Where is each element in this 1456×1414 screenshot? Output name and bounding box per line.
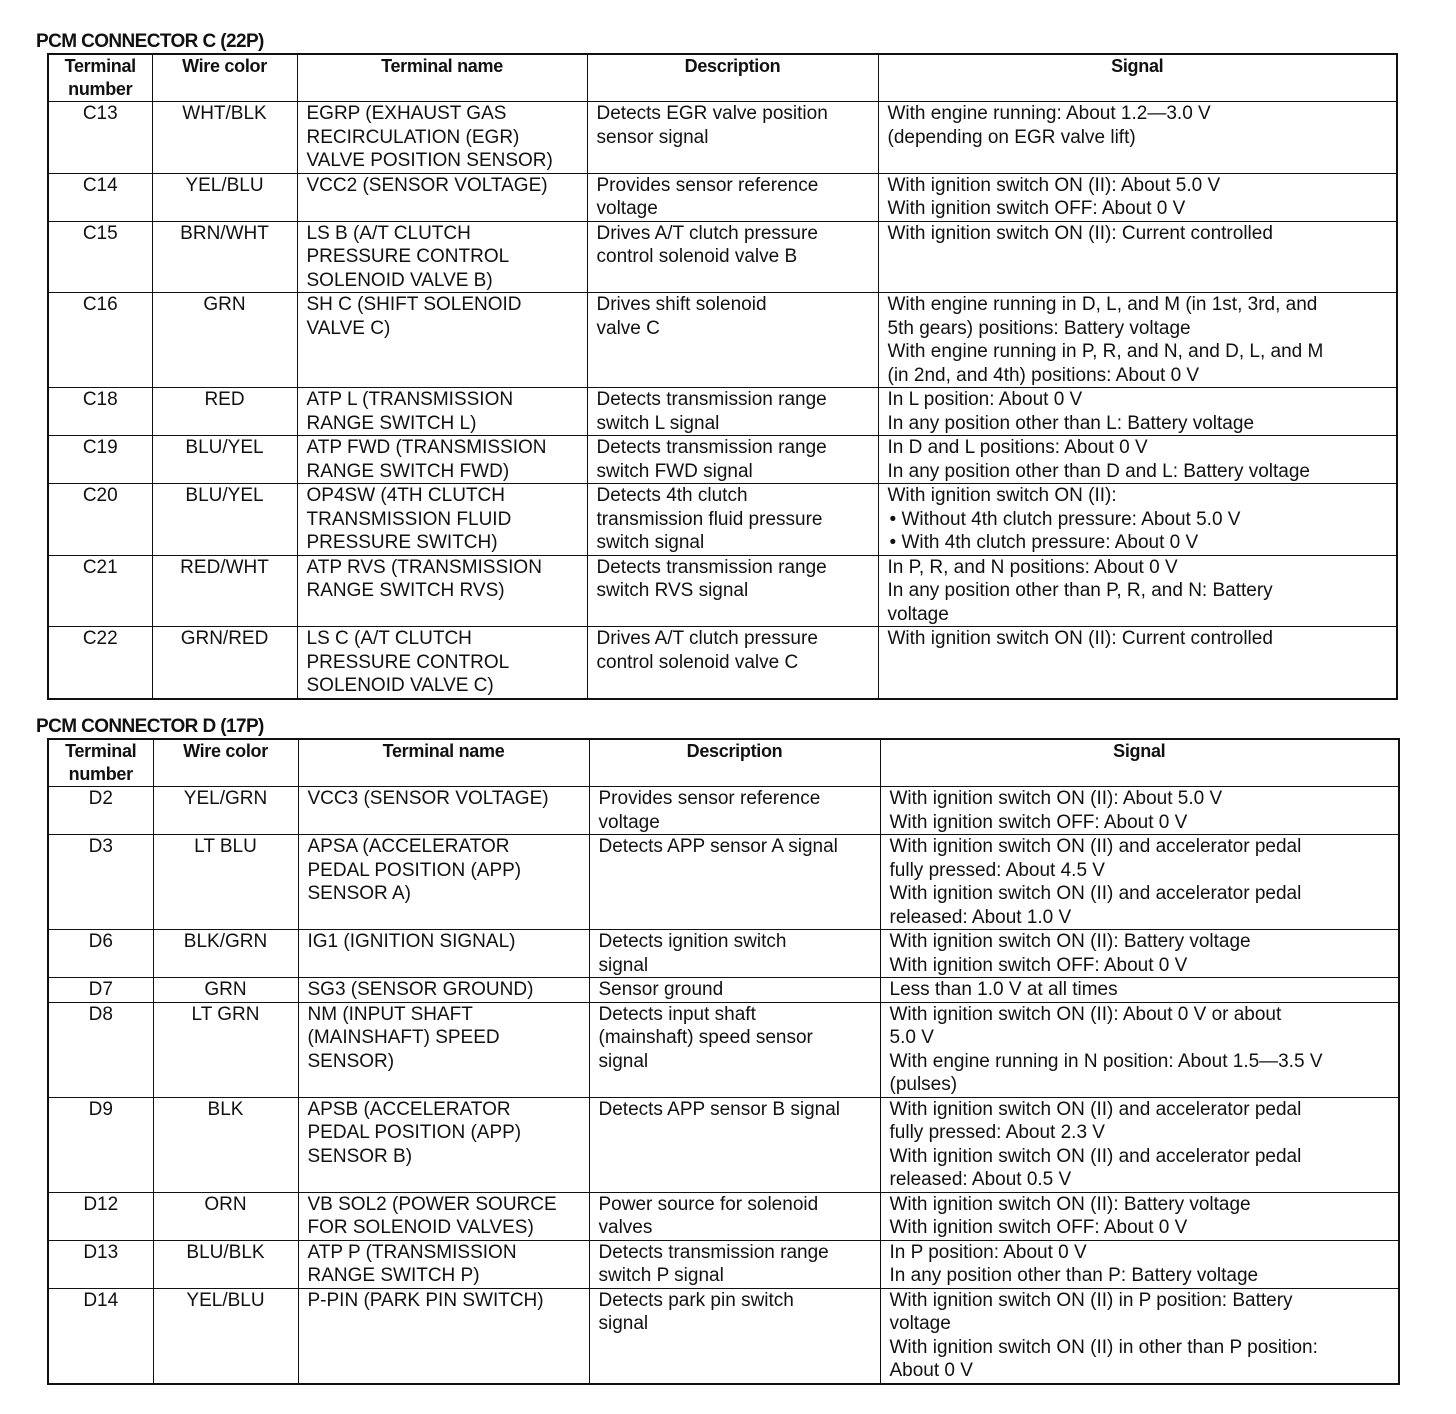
signal-header: Signal <box>878 54 1397 102</box>
signal-cell: In D and L positions: About 0 V In any position other than D and L: Battery voltage <box>878 436 1397 484</box>
connector-d-title: PCM CONNECTOR D (17P) <box>36 716 264 737</box>
signal-cell: Less than 1.0 V at all times <box>880 978 1399 1003</box>
wire-color-cell: BLU/YEL <box>152 436 297 484</box>
terminal-name-cell: P-PIN (PARK PIN SWITCH) <box>298 1288 589 1384</box>
terminal-number-cell: D2 <box>48 787 153 835</box>
terminal-name-header: Terminal name <box>297 54 587 102</box>
terminal-number-cell: D12 <box>48 1192 153 1240</box>
table-row <box>48 1097 1399 1192</box>
terminal-number-header: Terminal number <box>48 739 153 787</box>
wire-color-cell: BRN/WHT <box>152 221 297 293</box>
terminal-name-cell: EGRP (EXHAUST GAS RECIRCULATION (EGR) VALVE POSITION SENSOR) <box>297 102 587 174</box>
terminal-number-cell: C15 <box>48 221 152 293</box>
table-row <box>48 436 1397 484</box>
table-row <box>48 221 1397 293</box>
table-row <box>48 102 1397 174</box>
terminal-number-cell: C13 <box>48 102 152 174</box>
description-cell: Power source for solenoid valves <box>589 1192 880 1240</box>
terminal-name-cell: SG3 (SENSOR GROUND) <box>298 978 589 1003</box>
wire-color-cell: ORN <box>153 1192 298 1240</box>
terminal-number-cell: D9 <box>48 1097 153 1192</box>
signal-cell: With ignition switch ON (II): Battery voltage With ignition switch OFF: About 0 V <box>880 1192 1399 1240</box>
wire-color-cell: GRN <box>152 293 297 388</box>
terminal-name-cell: OP4SW (4TH CLUTCH TRANSMISSION FLUID PRESSURE SWITCH) <box>297 484 587 556</box>
description-cell: Detects transmission range switch RVS signal <box>587 555 878 627</box>
signal-cell: With ignition switch ON (II): About 5.0 V With ignition switch OFF: About 0 V <box>878 173 1397 221</box>
description-header: Description <box>587 54 878 102</box>
description-cell: Detects EGR valve position sensor signal <box>587 102 878 174</box>
signal-cell: With ignition switch ON (II) and accelerator pedal fully pressed: About 2.3 V With ignition switch ON (II) and accelerator pedal released: About 0.5 V <box>880 1097 1399 1192</box>
terminal-number-cell: C19 <box>48 436 152 484</box>
terminal-name-cell: ATP L (TRANSMISSION RANGE SWITCH L) <box>297 388 587 436</box>
table-row <box>48 1192 1399 1240</box>
terminal-number-cell: C16 <box>48 293 152 388</box>
terminal-name-cell: ATP RVS (TRANSMISSION RANGE SWITCH RVS) <box>297 555 587 627</box>
connector-d-table <box>47 738 1400 1385</box>
table-header-row <box>48 54 1397 102</box>
signal-cell: With ignition switch ON (II): Current controlled <box>878 221 1397 293</box>
table-header-row <box>48 739 1399 787</box>
signal-cell: With ignition switch ON (II): About 0 V or about 5.0 V With engine running in N position: About 1.5—3.5 V (pulses) <box>880 1002 1399 1097</box>
wire-color-cell: YEL/GRN <box>153 787 298 835</box>
terminal-number-cell: D13 <box>48 1240 153 1288</box>
terminal-name-cell: LS B (A/T CLUTCH PRESSURE CONTROL SOLENOID VALVE B) <box>297 221 587 293</box>
signal-cell: With engine running in D, L, and M (in 1st, 3rd, and 5th gears) positions: Battery voltage With engine running in P, R, and N, and D, L, and M (in 2nd, and 4th) positions: About 0 V <box>878 293 1397 388</box>
terminal-number-cell: D8 <box>48 1002 153 1097</box>
terminal-number-cell: D7 <box>48 978 153 1003</box>
wire-color-cell: BLK <box>153 1097 298 1192</box>
table-row <box>48 484 1397 556</box>
terminal-number-header: Terminal number <box>48 54 152 102</box>
table-row <box>48 173 1397 221</box>
terminal-number-cell: D14 <box>48 1288 153 1384</box>
terminal-name-cell: VCC3 (SENSOR VOLTAGE) <box>298 787 589 835</box>
description-cell: Sensor ground <box>589 978 880 1003</box>
terminal-name-cell: IG1 (IGNITION SIGNAL) <box>298 930 589 978</box>
connector-c-title: PCM CONNECTOR C (22P) <box>36 31 264 52</box>
wire-color-cell: BLU/YEL <box>152 484 297 556</box>
table-row <box>48 835 1399 930</box>
signal-cell: With ignition switch ON (II): Battery voltage With ignition switch OFF: About 0 V <box>880 930 1399 978</box>
wire-color-cell: RED <box>152 388 297 436</box>
description-cell: Detects transmission range switch FWD signal <box>587 436 878 484</box>
terminal-name-cell: ATP FWD (TRANSMISSION RANGE SWITCH FWD) <box>297 436 587 484</box>
terminal-number-cell: C14 <box>48 173 152 221</box>
wire-color-cell: GRN <box>153 978 298 1003</box>
description-cell: Detects park pin switch signal <box>589 1288 880 1384</box>
terminal-number-cell: C21 <box>48 555 152 627</box>
signal-cell: With ignition switch ON (II) and accelerator pedal fully pressed: About 4.5 V With ignition switch ON (II) and accelerator pedal released: About 1.0 V <box>880 835 1399 930</box>
description-cell: Detects 4th clutch transmission fluid pressure switch signal <box>587 484 878 556</box>
terminal-name-cell: APSA (ACCELERATOR PEDAL POSITION (APP) SENSOR A) <box>298 835 589 930</box>
wire-color-cell: WHT/BLK <box>152 102 297 174</box>
description-cell: Drives A/T clutch pressure control solenoid valve C <box>587 627 878 699</box>
wire-color-cell: GRN/RED <box>152 627 297 699</box>
terminal-name-cell: ATP P (TRANSMISSION RANGE SWITCH P) <box>298 1240 589 1288</box>
connector-c-table <box>47 53 1398 700</box>
signal-cell: With ignition switch ON (II): • Without 4th clutch pressure: About 5.0 V • With 4th clutch pressure: About 0 V <box>878 484 1397 556</box>
wire-color-cell: BLK/GRN <box>153 930 298 978</box>
terminal-name-cell: NM (INPUT SHAFT (MAINSHAFT) SPEED SENSOR) <box>298 1002 589 1097</box>
wire-color-cell: LT GRN <box>153 1002 298 1097</box>
description-cell: Detects APP sensor A signal <box>589 835 880 930</box>
signal-cell: With engine running: About 1.2—3.0 V (depending on EGR valve lift) <box>878 102 1397 174</box>
description-cell: Provides sensor reference voltage <box>589 787 880 835</box>
wire-color-header: Wire color <box>152 54 297 102</box>
signal-cell: In P position: About 0 V In any position other than P: Battery voltage <box>880 1240 1399 1288</box>
table-row <box>48 555 1397 627</box>
signal-cell: In P, R, and N positions: About 0 V In any position other than P, R, and N: Battery voltage <box>878 555 1397 627</box>
terminal-name-cell: VCC2 (SENSOR VOLTAGE) <box>297 173 587 221</box>
table-row <box>48 388 1397 436</box>
description-cell: Detects APP sensor B signal <box>589 1097 880 1192</box>
wire-color-cell: BLU/BLK <box>153 1240 298 1288</box>
table-row <box>48 1288 1399 1384</box>
wire-color-cell: YEL/BLU <box>152 173 297 221</box>
description-cell: Drives shift solenoid valve C <box>587 293 878 388</box>
table-row <box>48 1240 1399 1288</box>
terminal-name-cell: SH C (SHIFT SOLENOID VALVE C) <box>297 293 587 388</box>
wire-color-cell: LT BLU <box>153 835 298 930</box>
description-cell: Provides sensor reference voltage <box>587 173 878 221</box>
signal-cell: With ignition switch ON (II): Current controlled <box>878 627 1397 699</box>
terminal-name-cell: VB SOL2 (POWER SOURCE FOR SOLENOID VALVES) <box>298 1192 589 1240</box>
description-cell: Detects transmission range switch P signal <box>589 1240 880 1288</box>
description-cell: Detects ignition switch signal <box>589 930 880 978</box>
signal-header: Signal <box>880 739 1399 787</box>
table-row <box>48 1002 1399 1097</box>
signal-cell: In L position: About 0 V In any position other than L: Battery voltage <box>878 388 1397 436</box>
table-row <box>48 293 1397 388</box>
wire-color-cell: RED/WHT <box>152 555 297 627</box>
wire-color-cell: YEL/BLU <box>153 1288 298 1384</box>
description-cell: Detects input shaft (mainshaft) speed sensor signal <box>589 1002 880 1097</box>
table-row <box>48 978 1399 1003</box>
terminal-number-cell: C20 <box>48 484 152 556</box>
table-row <box>48 930 1399 978</box>
wire-color-header: Wire color <box>153 739 298 787</box>
terminal-number-cell: D3 <box>48 835 153 930</box>
terminal-number-cell: D6 <box>48 930 153 978</box>
signal-cell: With ignition switch ON (II): About 5.0 V With ignition switch OFF: About 0 V <box>880 787 1399 835</box>
table-row <box>48 627 1397 699</box>
description-header: Description <box>589 739 880 787</box>
terminal-name-cell: LS C (A/T CLUTCH PRESSURE CONTROL SOLENOID VALVE C) <box>297 627 587 699</box>
signal-cell: With ignition switch ON (II) in P position: Battery voltage With ignition switch ON (II) in other than P position: About 0 V <box>880 1288 1399 1384</box>
description-cell: Detects transmission range switch L signal <box>587 388 878 436</box>
terminal-name-cell: APSB (ACCELERATOR PEDAL POSITION (APP) SENSOR B) <box>298 1097 589 1192</box>
description-cell: Drives A/T clutch pressure control solenoid valve B <box>587 221 878 293</box>
terminal-number-cell: C22 <box>48 627 152 699</box>
terminal-number-cell: C18 <box>48 388 152 436</box>
table-row <box>48 787 1399 835</box>
terminal-name-header: Terminal name <box>298 739 589 787</box>
